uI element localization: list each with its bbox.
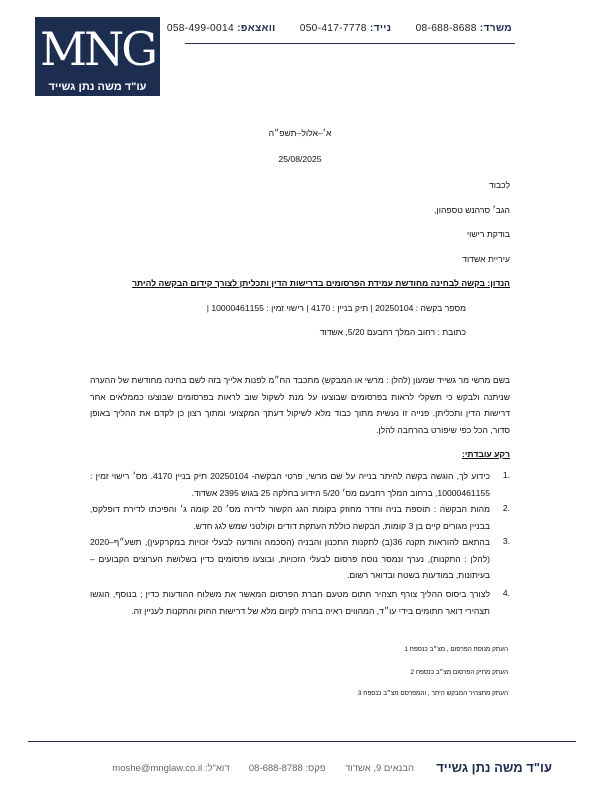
footer-fax: 08-688-8788 [248, 763, 303, 774]
item-number-3: 3. [502, 536, 510, 546]
annex-line-3: העתק מתצהיר המבקש היתר , והמפרסם מצ״ב כנספח 3 [357, 690, 508, 697]
letter-date: 25/08/2025 [278, 154, 322, 164]
hebrew-date: א׳–אלול–תשפ״ה [268, 128, 332, 138]
recipient-role: בודקת רישוי [466, 229, 510, 239]
item-number-1: 1. [502, 470, 510, 480]
intro-paragraph: בשם מרשי מר גשייד שמעון (להלן : מרשי או המבקש) מתכבד הח״מ לפנות אלייך בזה לשם בחינה מחודשת של ההערה שניתנה ולבקש כי תשקלי לראות בפרסומים שבוצעו על מנת לשקול שוב לראות בפרסומים שבוצעו כממלאים אחר דרישות הדין ותכליתן. פנייה זו נעשית מתוך כבוד מלא לשיקול דעתך המקצועי ומתוך רצון כן לקדם את ההליך באופן סדור, הכל כפי שיפורט בהרחבה להלן. [90, 375, 510, 435]
recipient-name: הגב׳ סרהנש טספהון, [434, 205, 510, 215]
request-details: מספר בקשה : 20250104 | תיק בניין : 4170 | רישוי זמין : 10000461155 | [206, 303, 466, 313]
mobile-phone: 050-417-7778 [299, 23, 367, 34]
item-text-3: בהתאם להוראות תקנה 36(ב) לתקנות התכנון והבניה (הסכמה והודעה לבעלי זכויות במקרקעין), תשע״ף–2020 (להלן : התקנות), נערך ונמסר נוסח פרסום לבעלי הזכויות, ובוצעו פרסומים כדין בשלושת הערוצים הקבועים – בעיתונות, במודעות בשטח ובדואר רשום. [90, 537, 490, 580]
mobile-label: נייד: [369, 23, 392, 34]
whatsapp-label: וואצאפ: [237, 23, 276, 34]
item-text-1: כידוע לך, הוגשה בקשה להיתר בנייה על שם מרשי, פרטי הבקשה- 20250104 תיק בניין 4170. מס׳ רישוי זמין : 10000461155, ברחוב המלך רחבעם מס׳ 5/20 הידוע בחלקה 25 בגוש 2395 אשדוד. [90, 471, 490, 498]
footer-address: הבנאים 9, אשדוד [344, 763, 414, 774]
footer-email[interactable]: moshe@mnglaw.co.il [112, 763, 203, 774]
recipient-org: עיריית אשדוד [462, 254, 510, 264]
property-address: כתובת : רחוב המלך רחבעם 5/20, אשדוד [319, 327, 466, 337]
item-text-4: לצורך ביסוס ההליך צורף תצהיר חתום מטעם חברת הפרסום המאשר את משלוח ההודעות כדין ; בנוסף, הוגשו תצהירי דואר חתומים בידי עו״ד, המהווים ראיה ברורה לקיום מלא של דרישות החוק והתקנות לעניין זה. [90, 589, 490, 616]
office-phone: 08-688-8688 [415, 23, 477, 34]
footer-firm-name: עו"ד משה נתן גשייד [436, 760, 552, 775]
annex-line-1: העתק מנוסח הפרסום , מצ״ב כנספח 1 [404, 646, 508, 653]
office-label: משרד: [479, 23, 512, 34]
footer-divider [28, 741, 576, 742]
footer-email-label: דוא"ל: [204, 763, 230, 774]
item-number-2: 2. [502, 503, 510, 513]
background-heading: רקע עובדתי: [461, 449, 510, 459]
letter-subject: הנדון: בקשה לבחינה מחודשת עמידת הפרסומים בדרישות הדין ותכליתן לצורך קידום הבקשה להיתר [132, 278, 510, 288]
annex-line-2: העתק מתיק הפרסום מצ״ב כנספח 2 [410, 669, 508, 676]
footer-fax-label: פקס: [305, 763, 326, 774]
to-label: לכבוד [488, 180, 510, 190]
item-text-2: מהות הבקשה : תוספת בניה וחדר מחוזק בקומת הגג הקשור לדירה מס׳ 20 קומה ג׳ והפיכתו לדירת דופלקס, בבניין מגורים קיים בן 3 קומות, הבקשה כוללת העתקת דודים וקולטני שמש לגג חדש. [90, 504, 491, 531]
logo-subtitle: עו"ד משה נתן גשייד [48, 81, 147, 93]
whatsapp-phone: 058-499-0014 [166, 23, 234, 34]
item-number-4: 4. [502, 588, 510, 598]
logo-mark: MNG [39, 22, 156, 76]
footer-contact-info [112, 763, 414, 774]
